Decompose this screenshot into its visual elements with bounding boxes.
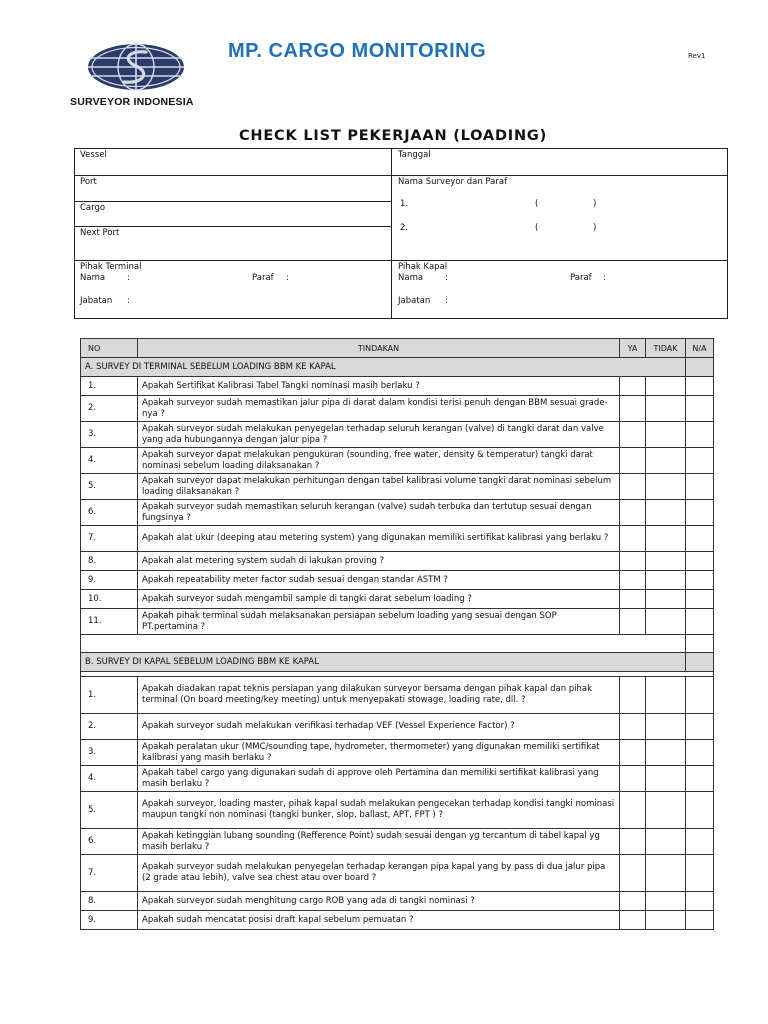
tidak-checkbox-cell[interactable] bbox=[646, 590, 686, 609]
row-number: 9. bbox=[81, 571, 138, 590]
ya-checkbox-cell[interactable] bbox=[620, 740, 646, 766]
brand-name: SURVEYOR INDONESIA bbox=[70, 96, 194, 108]
ya-checkbox-cell[interactable] bbox=[620, 766, 646, 792]
kapal-nama-colon: : bbox=[445, 273, 448, 283]
row-tindakan: Apakah surveyor sudah melakukan penyegelan terhadap seluruh kerangan (valve) di tangki darat dan valve yang ada hubungannya dengan jalur pipa ? bbox=[138, 422, 620, 448]
table-row bbox=[81, 740, 714, 766]
pihak-kapal-label: Pihak Kapal bbox=[398, 262, 448, 272]
row-tindakan: Apakah ketinggian lubang sounding (Refference Point) sudah sesuai dengan yg tercantum di tabel kapal yg masih berlaku ? bbox=[138, 829, 620, 855]
section-b-title: B. SURVEY DI KAPAL SEBELUM LOADING BBM KE KAPAL bbox=[81, 653, 686, 672]
row-number: 4. bbox=[81, 448, 138, 474]
row-tindakan: Apakah surveyor dapat melakukan pengukuran (sounding, free water, density & temperatur) tangki darat nominasi sebelum loading dilaksanakan ? bbox=[138, 448, 620, 474]
kapal-paraf-colon: : bbox=[603, 273, 606, 283]
table-header-row bbox=[81, 339, 714, 358]
terminal-nama-label: Nama bbox=[80, 273, 106, 283]
na-checkbox-cell[interactable] bbox=[686, 526, 714, 552]
row-number: 6. bbox=[81, 500, 138, 526]
terminal-jabatan-colon: : bbox=[127, 296, 130, 306]
na-checkbox-cell[interactable] bbox=[686, 892, 714, 911]
port-label: Port bbox=[80, 177, 97, 187]
vessel-label: Vessel bbox=[80, 150, 107, 160]
kapal-paraf-label: Paraf bbox=[570, 273, 592, 283]
row-number: 2. bbox=[81, 396, 138, 422]
ya-checkbox-cell[interactable] bbox=[620, 448, 646, 474]
surveyor-1-paren-open: ( bbox=[535, 199, 539, 209]
surveyor-indonesia-globe-logo bbox=[86, 42, 186, 92]
row-number: 3. bbox=[81, 422, 138, 448]
ya-checkbox-cell[interactable] bbox=[620, 714, 646, 740]
table-row bbox=[81, 855, 714, 892]
surveyor-1-paren-close: ) bbox=[593, 199, 597, 209]
cargo-label: Cargo bbox=[80, 203, 106, 213]
table-row bbox=[81, 766, 714, 792]
tidak-checkbox-cell[interactable] bbox=[646, 792, 686, 829]
tidak-checkbox-cell[interactable] bbox=[646, 474, 686, 500]
row-number: 8. bbox=[81, 892, 138, 911]
row-tindakan: Apakah repeatability meter factor sudah sesuai dengan standar ASTM ? bbox=[138, 571, 620, 590]
ya-checkbox-cell[interactable] bbox=[620, 526, 646, 552]
table-row bbox=[81, 911, 714, 930]
tidak-checkbox-cell[interactable] bbox=[646, 422, 686, 448]
revision-label: Rev1 bbox=[688, 52, 706, 60]
ya-checkbox-cell[interactable] bbox=[620, 911, 646, 930]
ya-checkbox-cell[interactable] bbox=[620, 609, 646, 635]
checklist-title: CHECK LIST PEKERJAAN (LOADING) bbox=[238, 128, 548, 144]
checklist-table bbox=[80, 338, 714, 930]
table-row bbox=[81, 422, 714, 448]
row-tindakan: Apakah sudah mencatat posisi draft kapal sebelum pemuatan ? bbox=[138, 911, 620, 930]
table-row bbox=[81, 792, 714, 829]
na-checkbox-cell[interactable] bbox=[686, 571, 714, 590]
row-number: 7. bbox=[81, 855, 138, 892]
table-row bbox=[81, 892, 714, 911]
tidak-checkbox-cell[interactable] bbox=[646, 829, 686, 855]
row-number: 7. bbox=[81, 526, 138, 552]
ya-checkbox-cell[interactable] bbox=[620, 590, 646, 609]
pihak-terminal-label: Pihak Terminal bbox=[80, 262, 142, 272]
kapal-jabatan-label: Jabatan bbox=[398, 296, 431, 306]
header-tidak: TIDAK bbox=[646, 339, 686, 358]
table-row bbox=[81, 377, 714, 396]
surveyor-2-number: 2. bbox=[400, 223, 409, 233]
header-tindakan: TINDAKAN bbox=[138, 339, 620, 358]
row-number: 2. bbox=[81, 714, 138, 740]
table-row bbox=[81, 448, 714, 474]
na-checkbox-cell[interactable] bbox=[686, 396, 714, 422]
nama-surveyor-label: Nama Surveyor dan Paraf bbox=[398, 177, 508, 187]
na-checkbox-cell[interactable] bbox=[686, 448, 714, 474]
ya-checkbox-cell[interactable] bbox=[620, 677, 646, 714]
terminal-jabatan-label: Jabatan bbox=[80, 296, 113, 306]
tidak-checkbox-cell[interactable] bbox=[646, 855, 686, 892]
tidak-checkbox-cell[interactable] bbox=[646, 714, 686, 740]
terminal-paraf-colon: : bbox=[286, 273, 289, 283]
header-no: NO bbox=[81, 339, 138, 358]
table-row bbox=[81, 714, 714, 740]
row-tindakan: Apakah Sertifikat Kalibrasi Tabel Tangki nominasi masih berlaku ? bbox=[138, 377, 620, 396]
na-checkbox-cell[interactable] bbox=[686, 422, 714, 448]
row-tindakan: Apakah surveyor sudah memastikan jalur pipa di darat dalam kondisi terisi penuh dengan BBM sesuai grade-nya ? bbox=[138, 396, 620, 422]
header-ya: YA bbox=[620, 339, 646, 358]
ya-checkbox-cell[interactable] bbox=[620, 892, 646, 911]
tidak-checkbox-cell[interactable] bbox=[646, 740, 686, 766]
tidak-checkbox-cell[interactable] bbox=[646, 500, 686, 526]
ya-checkbox-cell[interactable] bbox=[620, 571, 646, 590]
row-tindakan: Apakah pihak terminal sudah melaksanakan persiapan sebelum loading yang sesuai dengan SOP PT.pertamina ? bbox=[138, 609, 620, 635]
kapal-jabatan-colon: : bbox=[445, 296, 448, 306]
surveyor-2-paren-open: ( bbox=[535, 223, 539, 233]
row-number: 10. bbox=[81, 590, 138, 609]
section-a-row bbox=[81, 358, 714, 377]
table-row bbox=[81, 552, 714, 571]
row-number: 1. bbox=[81, 677, 138, 714]
ya-checkbox-cell[interactable] bbox=[620, 377, 646, 396]
row-number: 5. bbox=[81, 474, 138, 500]
tidak-checkbox-cell[interactable] bbox=[646, 911, 686, 930]
table-row bbox=[81, 829, 714, 855]
row-number: 4. bbox=[81, 766, 138, 792]
section-b-body bbox=[81, 677, 714, 930]
row-number: 11. bbox=[81, 609, 138, 635]
row-number: 5. bbox=[81, 792, 138, 829]
table-row bbox=[81, 474, 714, 500]
tidak-checkbox-cell[interactable] bbox=[646, 377, 686, 396]
row-tindakan: Apakah surveyor sudah melakukan penyegelan terhadap kerangan pipa kapal yang by pass di dua jalur pipa (2 grade atau lebih), valve sea chest atau over board ? bbox=[138, 855, 620, 892]
tanggal-label: Tanggal bbox=[398, 150, 431, 160]
row-tindakan: Apakah peralatan ukur (MMC/sounding tape, hydrometer, thermometer) yang digunakan memiliki sertifikat kalibrasi yang masih berlaku ? bbox=[138, 740, 620, 766]
ya-checkbox-cell[interactable] bbox=[620, 396, 646, 422]
tidak-checkbox-cell[interactable] bbox=[646, 609, 686, 635]
row-tindakan: Apakah surveyor sudah melakukan verifikasi terhadap VEF (Vessel Experience Factor) ? bbox=[138, 714, 620, 740]
table-row bbox=[81, 677, 714, 714]
ya-checkbox-cell[interactable] bbox=[620, 422, 646, 448]
kapal-nama-label: Nama bbox=[398, 273, 424, 283]
na-checkbox-cell[interactable] bbox=[686, 590, 714, 609]
na-checkbox-cell[interactable] bbox=[686, 677, 714, 714]
na-checkbox-cell[interactable] bbox=[686, 500, 714, 526]
na-checkbox-cell[interactable] bbox=[686, 714, 714, 740]
ya-checkbox-cell[interactable] bbox=[620, 474, 646, 500]
na-checkbox-cell[interactable] bbox=[686, 792, 714, 829]
row-number: 8. bbox=[81, 552, 138, 571]
table-row bbox=[81, 526, 714, 552]
row-tindakan: Apakah surveyor dapat melakukan perhitungan dengan tabel kalibrasi volume tangki darat nominasi sebelum loading dilaksanakan ? bbox=[138, 474, 620, 500]
ya-checkbox-cell[interactable] bbox=[620, 829, 646, 855]
ya-checkbox-cell[interactable] bbox=[620, 792, 646, 829]
row-number: 9. bbox=[81, 911, 138, 930]
na-checkbox-cell[interactable] bbox=[686, 829, 714, 855]
section-b-row bbox=[81, 653, 714, 672]
na-checkbox-cell[interactable] bbox=[686, 766, 714, 792]
row-number: 6. bbox=[81, 829, 138, 855]
na-checkbox-cell[interactable] bbox=[686, 377, 714, 396]
table-row bbox=[81, 571, 714, 590]
na-checkbox-cell[interactable] bbox=[686, 609, 714, 635]
row-tindakan: Apakah diadakan rapat teknis persiapan yang dilakukan surveyor bersama dengan pihak kapal dan pihak terminal (On board meeting/key meeting) untuk menyepakati stowage, loading rate, dll. ? bbox=[138, 677, 620, 714]
ya-checkbox-cell[interactable] bbox=[620, 855, 646, 892]
row-tindakan: Apakah alat metering system sudah di lakukan proving ? bbox=[138, 552, 620, 571]
section-a-body bbox=[81, 377, 714, 635]
tidak-checkbox-cell[interactable] bbox=[646, 448, 686, 474]
surveyor-1-number: 1. bbox=[400, 199, 409, 209]
row-tindakan: Apakah surveyor sudah mengambil sample di tangki darat sebelum loading ? bbox=[138, 590, 620, 609]
table-row bbox=[81, 396, 714, 422]
row-tindakan: Apakah surveyor sudah memastikan seluruh kerangan (valve) sudah terbuka dan tertutup sesuai dengan fungsinya ? bbox=[138, 500, 620, 526]
surveyor-2-paren-close: ) bbox=[593, 223, 597, 233]
header-na: N/A bbox=[686, 339, 714, 358]
na-checkbox-cell[interactable] bbox=[686, 911, 714, 930]
ya-checkbox-cell[interactable] bbox=[620, 500, 646, 526]
tidak-checkbox-cell[interactable] bbox=[646, 396, 686, 422]
row-tindakan: Apakah surveyor, loading master, pihak kapal sudah melakukan pengecekan terhadap kondisi tangki nominasi maupun tangki non nominasi (tangki bunker, slop, ballast, APT, FPT ) ? bbox=[138, 792, 620, 829]
table-row bbox=[81, 590, 714, 609]
next-port-label: Next Port bbox=[80, 228, 120, 238]
tidak-checkbox-cell[interactable] bbox=[646, 571, 686, 590]
row-number: 3. bbox=[81, 740, 138, 766]
na-checkbox-cell[interactable] bbox=[686, 740, 714, 766]
tidak-checkbox-cell[interactable] bbox=[646, 677, 686, 714]
na-checkbox-cell[interactable] bbox=[686, 474, 714, 500]
tidak-checkbox-cell[interactable] bbox=[646, 552, 686, 571]
row-number: 1. bbox=[81, 377, 138, 396]
spacer-row bbox=[81, 635, 714, 653]
tidak-checkbox-cell[interactable] bbox=[646, 766, 686, 792]
table-row bbox=[81, 609, 714, 635]
table-row bbox=[81, 500, 714, 526]
info-box bbox=[74, 148, 728, 319]
section-a-title: A. SURVEY DI TERMINAL SEBELUM LOADING BBM KE KAPAL bbox=[81, 358, 686, 377]
terminal-nama-colon: : bbox=[127, 273, 130, 283]
tidak-checkbox-cell[interactable] bbox=[646, 892, 686, 911]
na-checkbox-cell[interactable] bbox=[686, 855, 714, 892]
terminal-paraf-label: Paraf bbox=[252, 273, 274, 283]
row-tindakan: Apakah surveyor sudah menghitung cargo ROB yang ada di tangki nominasi ? bbox=[138, 892, 620, 911]
row-tindakan: Apakah tabel cargo yang digunakan sudah di approve oleh Pertamina dan memiliki sertifikat kalibrasi yang masih berlaku ? bbox=[138, 766, 620, 792]
main-title: MP. CARGO MONITORING bbox=[228, 40, 487, 62]
ya-checkbox-cell[interactable] bbox=[620, 552, 646, 571]
row-tindakan: Apakah alat ukur (deeping atau metering system) yang digunakan memiliki sertifikat kalibrasi yang berlaku ? bbox=[138, 526, 620, 552]
tidak-checkbox-cell[interactable] bbox=[646, 526, 686, 552]
na-checkbox-cell[interactable] bbox=[686, 552, 714, 571]
